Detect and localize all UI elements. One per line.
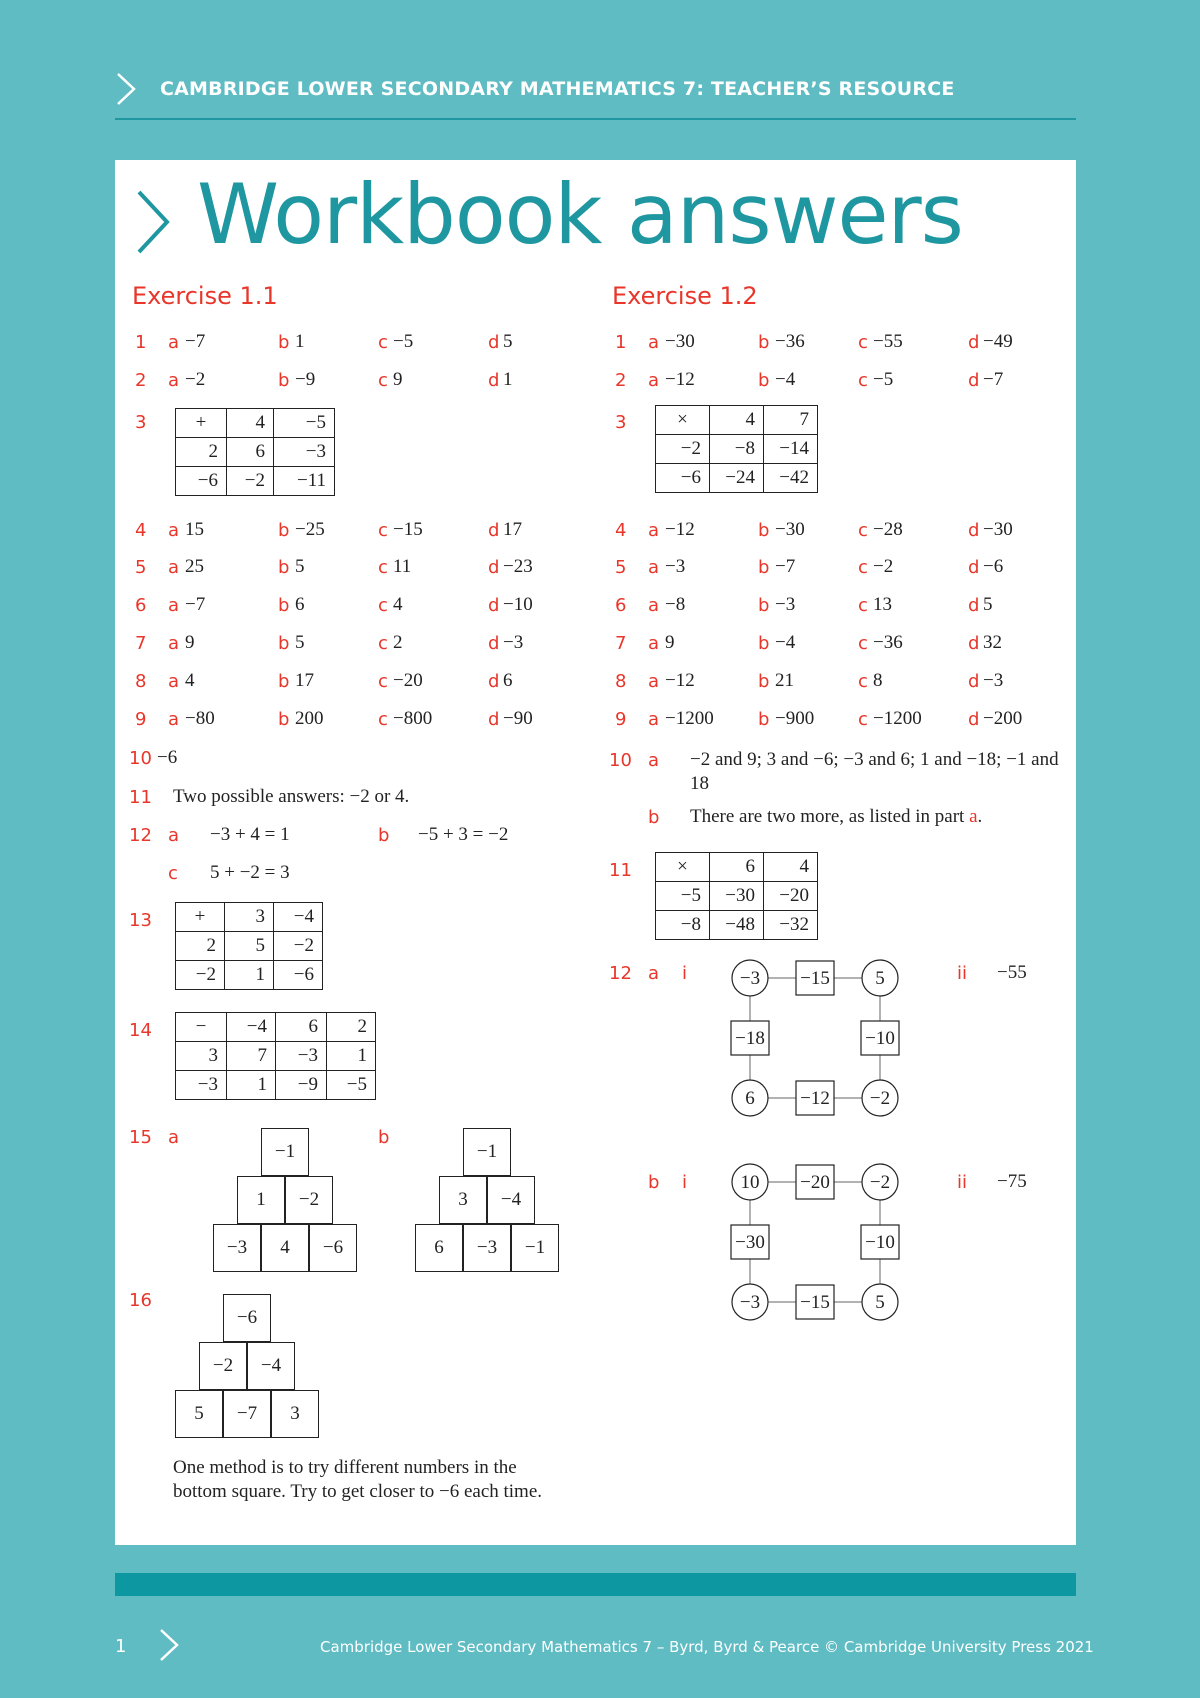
answer-value: 6 xyxy=(295,594,305,615)
part-label-a: a xyxy=(648,557,660,578)
table-header-cell: −2 xyxy=(656,435,710,464)
part-label-c: c xyxy=(858,520,868,541)
table-header-cell: 2 xyxy=(176,932,225,961)
table-cell: 5 xyxy=(225,932,274,961)
answer-value: −55 xyxy=(997,962,1027,983)
answer-value: −2 and 9; 3 and −6; −3 and 6; 1 and −18; −1 and 18 xyxy=(690,749,1059,794)
part-label-d: d xyxy=(488,671,500,692)
answer-value: −5 xyxy=(873,369,894,390)
part-label-b: b xyxy=(278,332,290,353)
answer-table xyxy=(655,852,818,940)
answer-value xyxy=(690,806,982,828)
answer-value: −2 xyxy=(873,556,894,577)
part-label-d: d xyxy=(488,370,500,391)
answer-value: 5 xyxy=(503,331,513,352)
answer-text: . xyxy=(977,806,983,827)
pyramid-brick: −3 xyxy=(213,1224,261,1272)
table-cell: −8 xyxy=(710,435,764,464)
answer-value: −25 xyxy=(295,519,325,540)
answer-value: −3 + 4 = 1 xyxy=(210,824,290,845)
part-label-c: c xyxy=(858,671,868,692)
header-title: CAMBRIDGE LOWER SECONDARY MATHEMATICS 7: TEACHER’S RESOURCE xyxy=(160,78,955,100)
answer-table xyxy=(175,902,323,990)
product-value: −12 xyxy=(800,1088,830,1109)
circle-value: −3 xyxy=(739,1292,761,1313)
table-header-cell: 2 xyxy=(176,438,227,467)
table-cell: −11 xyxy=(274,467,335,496)
part-label-b: b xyxy=(278,633,290,654)
part-label-b: b xyxy=(758,671,770,692)
part-label-d: d xyxy=(968,633,980,654)
answer-value: −2 xyxy=(185,369,206,390)
table-header-cell: 4 xyxy=(710,406,764,435)
pyramid-brick: −2 xyxy=(199,1342,247,1390)
answer-note: One method is to try different numbers in the bottom square. Try to get closer to −6 each time. xyxy=(173,1457,543,1502)
pyramid-brick: 3 xyxy=(439,1176,487,1224)
part-label-c: c xyxy=(858,709,868,730)
question-number: 4 xyxy=(135,520,147,541)
answer-value: −10 xyxy=(503,594,533,615)
question-number: 13 xyxy=(129,910,152,931)
table-cell: −2 xyxy=(227,467,274,496)
pyramid-brick: −6 xyxy=(309,1224,357,1272)
part-label-c: c xyxy=(858,370,868,391)
part-label-d: d xyxy=(488,332,500,353)
answer-value: −12 xyxy=(665,670,695,691)
answer-value: −1200 xyxy=(665,708,714,729)
part-label-a: a xyxy=(648,671,660,692)
answer-value: 21 xyxy=(775,670,794,691)
answer-value: 5 + −2 = 3 xyxy=(210,862,290,883)
pyramid-brick: −4 xyxy=(247,1342,295,1390)
table-header-cell: −4 xyxy=(227,1013,276,1042)
answer-value: −4 xyxy=(775,632,796,653)
circle-value: 5 xyxy=(875,1292,885,1313)
answer-value: −900 xyxy=(775,708,815,729)
part-label-c: c xyxy=(378,671,388,692)
question-number: 12 xyxy=(129,825,152,846)
pyramid-brick: 5 xyxy=(175,1390,223,1438)
circle-value: −2 xyxy=(869,1172,891,1193)
answer-value: 1 xyxy=(503,369,513,390)
table-cell: 7 xyxy=(227,1042,276,1071)
part-label-b: b xyxy=(758,520,770,541)
product-value: −10 xyxy=(865,1028,895,1049)
table-header-cell: 2 xyxy=(327,1013,376,1042)
answer-value: 32 xyxy=(983,632,1002,653)
product-value: −15 xyxy=(800,1292,830,1313)
pyramid-brick: −1 xyxy=(261,1128,309,1176)
circle-value: 10 xyxy=(740,1172,760,1193)
part-label-b: b xyxy=(648,807,660,828)
question-number: 10 xyxy=(609,750,632,771)
page-content xyxy=(115,160,1076,1545)
question-number: 1 xyxy=(615,332,627,353)
table-header-cell: −6 xyxy=(656,464,710,493)
table-cell: −5 xyxy=(327,1071,376,1100)
table-cell: −48 xyxy=(710,911,764,940)
answer-value: −7 xyxy=(185,594,206,615)
part-label-c: c xyxy=(378,332,388,353)
question-number: 8 xyxy=(135,671,147,692)
pyramid-brick: 3 xyxy=(271,1390,319,1438)
table-header-cell: −3 xyxy=(176,1071,227,1100)
product-value: −10 xyxy=(865,1232,895,1253)
product-value: −30 xyxy=(735,1232,765,1253)
answer-table xyxy=(655,405,818,493)
answer-value: −200 xyxy=(983,708,1023,729)
page-number: 1 xyxy=(115,1636,127,1657)
question-number: 9 xyxy=(615,709,627,730)
answer-value: −7 xyxy=(983,369,1004,390)
answer-value: −30 xyxy=(665,331,695,352)
part-label-b: b xyxy=(758,709,770,730)
table-header-cell: − xyxy=(176,1013,227,1042)
answer-value: 11 xyxy=(393,556,412,577)
part-label-i: i xyxy=(682,1172,688,1193)
table-header-cell: × xyxy=(656,406,710,435)
part-label-b: b xyxy=(758,332,770,353)
part-label-a: a xyxy=(168,633,180,654)
part-label-a: a xyxy=(168,1127,180,1148)
answer-value: −80 xyxy=(185,708,215,729)
answer-value: 200 xyxy=(295,708,324,729)
part-label-d: d xyxy=(968,520,980,541)
answer-value: −90 xyxy=(503,708,533,729)
part-label-a: a xyxy=(648,709,660,730)
answer-value: −30 xyxy=(775,519,805,540)
answer-value: 9 xyxy=(393,369,403,390)
part-label-c: c xyxy=(378,595,388,616)
question-number: 4 xyxy=(615,520,627,541)
part-label-c: c xyxy=(858,595,868,616)
table-cell: −3 xyxy=(276,1042,327,1071)
answer-value: 1 xyxy=(295,331,305,352)
answer-table xyxy=(175,1012,376,1100)
table-cell: 1 xyxy=(225,961,274,990)
table-header-cell: −4 xyxy=(274,903,323,932)
table-header-cell: −5 xyxy=(274,409,335,438)
answer-table xyxy=(175,408,335,496)
chevron-right-icon xyxy=(115,72,137,106)
pyramid-brick: −3 xyxy=(463,1224,511,1272)
part-label-b: b xyxy=(278,557,290,578)
pyramid-brick: 4 xyxy=(261,1224,309,1272)
pyramid-brick: −1 xyxy=(463,1128,511,1176)
table-header-cell: 6 xyxy=(276,1013,327,1042)
part-label-d: d xyxy=(488,595,500,616)
part-label-a: a xyxy=(168,370,180,391)
answer-value: −9 xyxy=(295,369,316,390)
page-title-text: Workbook answers xyxy=(197,166,963,263)
question-number: 8 xyxy=(615,671,627,692)
answer-value: −7 xyxy=(185,331,206,352)
question-number: 2 xyxy=(615,370,627,391)
table-header-cell: 4 xyxy=(227,409,274,438)
part-label-a: a xyxy=(168,557,180,578)
part-label-a: a xyxy=(168,332,180,353)
question-number: 3 xyxy=(615,412,627,433)
part-label-b: b xyxy=(278,520,290,541)
answer-value: 4 xyxy=(185,670,195,691)
circle-value: −2 xyxy=(869,1088,891,1109)
part-label-c: c xyxy=(858,633,868,654)
part-label-c: c xyxy=(858,557,868,578)
question-number: 7 xyxy=(615,633,627,654)
pyramid-brick: −4 xyxy=(487,1176,535,1224)
answer-value: −49 xyxy=(983,331,1013,352)
table-header-cell: −5 xyxy=(656,882,710,911)
answer-value: −12 xyxy=(665,369,695,390)
answer-value: 15 xyxy=(185,519,204,540)
exercise-title: Exercise 1.1 xyxy=(132,282,278,310)
answer-value: −36 xyxy=(873,632,903,653)
answer-value: 5 xyxy=(295,556,305,577)
pyramid-brick: −1 xyxy=(511,1224,559,1272)
part-label-a: a xyxy=(168,825,180,846)
question-number: 1 xyxy=(135,332,147,353)
product-value: −18 xyxy=(735,1028,765,1049)
table-header-cell: 4 xyxy=(764,853,818,882)
table-header-cell: 7 xyxy=(764,406,818,435)
answer-value: 9 xyxy=(665,632,675,653)
table-header-cell: 6 xyxy=(710,853,764,882)
answer-value: −55 xyxy=(873,331,903,352)
table-header-cell: + xyxy=(176,903,225,932)
part-label-b: b xyxy=(648,1172,660,1193)
answer-value: 5 xyxy=(983,594,993,615)
part-label-c: c xyxy=(378,520,388,541)
answer-value: −12 xyxy=(665,519,695,540)
table-header-cell: + xyxy=(176,409,227,438)
table-header-cell: 3 xyxy=(176,1042,227,1071)
question-number: 5 xyxy=(615,557,627,578)
part-label-c: c xyxy=(858,332,868,353)
table-header-cell: −8 xyxy=(656,911,710,940)
pyramid-brick: −2 xyxy=(285,1176,333,1224)
question-number: 10 xyxy=(129,748,152,769)
table-cell: −20 xyxy=(764,882,818,911)
answer-value: 17 xyxy=(295,670,314,691)
part-label-c: c xyxy=(378,557,388,578)
answer-value: −30 xyxy=(983,519,1013,540)
product-value: −20 xyxy=(800,1172,830,1193)
answer-value: Two possible answers: −2 or 4. xyxy=(173,786,410,807)
answer-value: −36 xyxy=(775,331,805,352)
multiplication-ring-diagram xyxy=(730,1162,900,1322)
chevron-right-icon xyxy=(158,1628,180,1662)
answer-value: −5 + 3 = −2 xyxy=(418,824,509,845)
table-cell: −24 xyxy=(710,464,764,493)
answer-value: −75 xyxy=(997,1171,1027,1192)
question-number: 5 xyxy=(135,557,147,578)
table-cell: 1 xyxy=(227,1071,276,1100)
part-label-b: b xyxy=(278,671,290,692)
part-label-i: i xyxy=(682,963,688,984)
table-cell: 6 xyxy=(227,438,274,467)
answer-value: −3 xyxy=(665,556,686,577)
answer-value: 9 xyxy=(185,632,195,653)
part-label-a: a xyxy=(648,750,660,771)
answer-value: −3 xyxy=(503,632,524,653)
chevron-right-icon xyxy=(135,190,171,254)
table-header-cell: × xyxy=(656,853,710,882)
part-label-a: a xyxy=(648,963,660,984)
part-label-d: d xyxy=(968,332,980,353)
part-label-d: d xyxy=(488,633,500,654)
question-number: 3 xyxy=(135,412,147,433)
answer-value: −6 xyxy=(157,747,178,768)
part-label-a: a xyxy=(168,709,180,730)
answer-value: −3 xyxy=(775,594,796,615)
answer-value: −6 xyxy=(983,556,1004,577)
part-label-a: a xyxy=(648,370,660,391)
answer-value: 17 xyxy=(503,519,522,540)
question-number: 2 xyxy=(135,370,147,391)
answer-value: −15 xyxy=(393,519,423,540)
answer-value: −7 xyxy=(775,556,796,577)
answer-text: There are two more, as listed in part xyxy=(690,806,970,827)
part-label-b: b xyxy=(758,370,770,391)
part-label-c: c xyxy=(378,709,388,730)
answer-value: 8 xyxy=(873,670,883,691)
answer-value: 4 xyxy=(393,594,403,615)
question-number: 6 xyxy=(615,595,627,616)
part-label-a: a xyxy=(648,520,660,541)
answer-value: −1200 xyxy=(873,708,922,729)
part-label-b: b xyxy=(278,595,290,616)
table-header-cell: 3 xyxy=(225,903,274,932)
part-label-a: a xyxy=(168,595,180,616)
question-number: 9 xyxy=(135,709,147,730)
question-number: 15 xyxy=(129,1127,152,1148)
pyramid-brick: 1 xyxy=(237,1176,285,1224)
part-label-b: b xyxy=(758,595,770,616)
part-label-d: d xyxy=(968,557,980,578)
answer-value: 25 xyxy=(185,556,204,577)
table-cell: −32 xyxy=(764,911,818,940)
question-number: 11 xyxy=(609,860,632,881)
part-label-b: b xyxy=(758,633,770,654)
part-label-c: c xyxy=(168,863,178,884)
part-label-b: b xyxy=(278,370,290,391)
answer-value: 5 xyxy=(295,632,305,653)
part-label-d: d xyxy=(968,370,980,391)
footer-copyright: Cambridge Lower Secondary Mathematics 7 – Byrd, Byrd & Pearce © Cambridge University Press 2021 xyxy=(320,1638,1094,1656)
answer-value: −5 xyxy=(393,331,414,352)
table-cell: −9 xyxy=(276,1071,327,1100)
part-label-a: a xyxy=(168,671,180,692)
running-header xyxy=(115,72,1076,120)
answer-value: −3 xyxy=(983,670,1004,691)
table-header-cell: −2 xyxy=(176,961,225,990)
answer-value: 2 xyxy=(393,632,403,653)
part-label-d: d xyxy=(968,595,980,616)
table-cell: −3 xyxy=(274,438,335,467)
pyramid-brick: 6 xyxy=(415,1224,463,1272)
table-header-cell: −6 xyxy=(176,467,227,496)
table-cell: −30 xyxy=(710,882,764,911)
answer-value: −4 xyxy=(775,369,796,390)
part-label-d: d xyxy=(968,709,980,730)
question-number: 16 xyxy=(129,1290,152,1311)
part-label-d: d xyxy=(968,671,980,692)
part-label-b: b xyxy=(378,1127,390,1148)
part-label-ii: ii xyxy=(957,963,968,984)
pyramid-brick: −6 xyxy=(223,1294,271,1342)
table-cell: 1 xyxy=(327,1042,376,1071)
table-cell: −2 xyxy=(274,932,323,961)
part-label-a: a xyxy=(648,633,660,654)
question-number: 12 xyxy=(609,963,632,984)
answer-value: −28 xyxy=(873,519,903,540)
answer-value: −800 xyxy=(393,708,433,729)
circle-value: 5 xyxy=(875,968,885,989)
part-label-a: a xyxy=(648,332,660,353)
part-label-d: d xyxy=(488,709,500,730)
multiplication-ring-diagram xyxy=(730,958,900,1118)
question-number: 11 xyxy=(129,787,152,808)
part-label-a: a xyxy=(168,520,180,541)
part-label-b: b xyxy=(758,557,770,578)
table-cell: −14 xyxy=(764,435,818,464)
part-reference: a xyxy=(969,806,978,827)
answer-value: −20 xyxy=(393,670,423,691)
pyramid-brick: −7 xyxy=(223,1390,271,1438)
exercise-title: Exercise 1.2 xyxy=(612,282,758,310)
part-label-d: d xyxy=(488,520,500,541)
part-label-c: c xyxy=(378,370,388,391)
part-label-d: d xyxy=(488,557,500,578)
part-label-b: b xyxy=(278,709,290,730)
answer-value: 6 xyxy=(503,670,513,691)
footer-bar xyxy=(115,1573,1076,1596)
part-label-a: a xyxy=(648,595,660,616)
table-cell: −6 xyxy=(274,961,323,990)
answer-value: 13 xyxy=(873,594,892,615)
part-label-c: c xyxy=(378,633,388,654)
question-number: 7 xyxy=(135,633,147,654)
answer-value: −23 xyxy=(503,556,533,577)
product-value: −15 xyxy=(800,968,830,989)
question-number: 14 xyxy=(129,1020,152,1041)
circle-value: 6 xyxy=(745,1088,755,1109)
answer-value: −8 xyxy=(665,594,686,615)
question-number: 6 xyxy=(135,595,147,616)
table-cell: −42 xyxy=(764,464,818,493)
part-label-b: b xyxy=(378,825,390,846)
circle-value: −3 xyxy=(739,968,761,989)
part-label-ii: ii xyxy=(957,1172,968,1193)
